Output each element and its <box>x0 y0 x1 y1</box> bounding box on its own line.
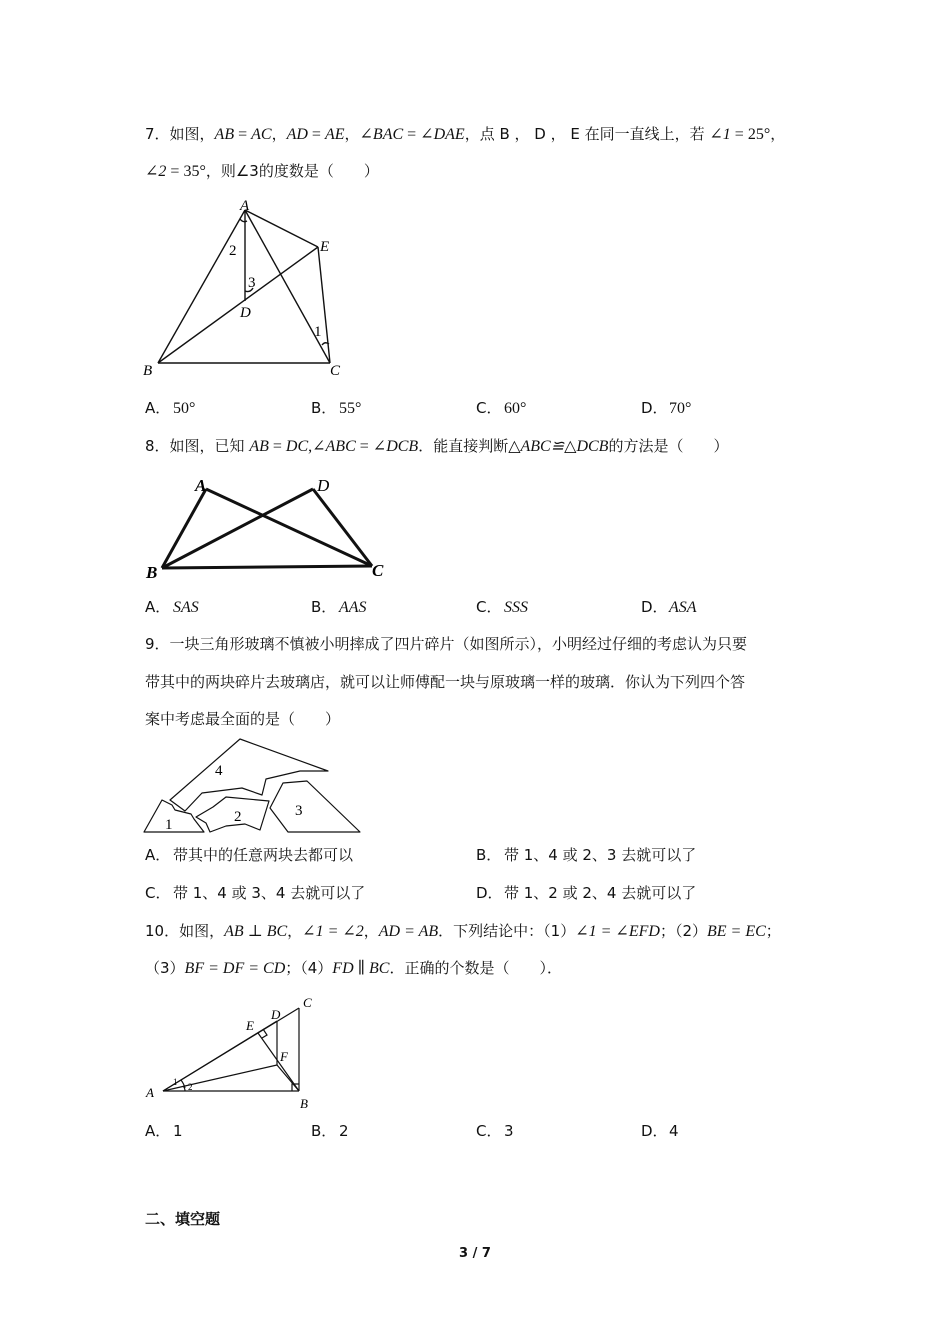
q7-label-3: 3 <box>248 275 256 291</box>
q10-label-d: D <box>271 1007 281 1022</box>
q7-arc-2 <box>240 219 247 222</box>
q8-seg-bc <box>162 566 372 568</box>
q7-label-b: B <box>143 363 153 379</box>
q10-label-c: C <box>303 995 312 1010</box>
q7-label-d: D <box>240 305 251 321</box>
q10-stem-line2: （3）BF = DF = CD；（4）FD ∥ BC．正确的个数是（ ）． <box>145 959 562 977</box>
q10-label-1: 1 <box>173 1077 178 1087</box>
q7-label-1: 1 <box>314 324 322 340</box>
q10-option-d[interactable]: D．4 <box>641 1122 679 1140</box>
q9-label-1: 1 <box>165 817 173 833</box>
q10-label-e: E <box>246 1018 254 1033</box>
q8-label-b: B <box>146 563 158 582</box>
q8-option-b[interactable]: B． AAS <box>311 598 367 616</box>
q10-seg-eb <box>258 1033 299 1091</box>
page-number: 3 / 7 <box>459 1246 491 1261</box>
q9-piece-2 <box>196 797 269 832</box>
q9-option-b[interactable]: B． 带 1、4 或 2、3 去就可以了 <box>476 846 697 864</box>
q8-stem-line1: 8．如图，已知 AB = DC,∠ABC = ∠DCB．能直接判断△ABC≌△DCB的方法是（ ） <box>145 437 729 455</box>
q7-figure <box>140 195 355 385</box>
q10-seg-ad-on-ac <box>163 1021 277 1091</box>
q10-label-b: B <box>300 1096 308 1111</box>
q9-label-2: 2 <box>234 809 242 825</box>
q9-label-4: 4 <box>215 763 223 779</box>
q7-label-c: C <box>330 363 341 379</box>
q7-option-b[interactable]: B． 55° <box>311 399 362 417</box>
q8-figure <box>143 473 388 583</box>
q7-option-c[interactable]: C． 60° <box>476 399 527 417</box>
q10-label-a: A <box>146 1085 154 1100</box>
q7-option-a[interactable]: A． 50° <box>145 399 196 417</box>
q10-option-a[interactable]: A． 1 <box>145 1122 183 1140</box>
q8-seg-dc <box>313 489 372 566</box>
q9-stem-line2: 带其中的两块碎片去玻璃店，就可以让师傅配一块与原玻璃一样的玻璃．你认为下列四个答 <box>145 673 746 691</box>
q9-piece-1 <box>144 800 204 832</box>
q7-stem-line2: ∠2 = 35°，则∠3的度数是（ ） <box>145 162 379 180</box>
q7-seg-ac <box>245 210 330 363</box>
q9-option-d[interactable]: D．带 1、2 或 2、4 去就可以了 <box>476 884 697 902</box>
q9-label-3: 3 <box>295 803 303 819</box>
q9-stem-line3: 案中考虑最全面的是（ ） <box>145 710 341 728</box>
q7-label-2: 2 <box>229 243 237 259</box>
q7-label-e: E <box>320 239 330 255</box>
q9-option-a[interactable]: A． 带其中的任意两块去都可以 <box>145 846 354 864</box>
q8-label-a: A <box>195 476 207 495</box>
q9-option-c[interactable]: C． 带 1、4 或 3、4 去就可以了 <box>145 884 366 902</box>
q7-seg-ab <box>158 210 245 363</box>
q9-stem-line1: 9．一块三角形玻璃不慎被小明摔成了四片碎片（如图所示），小明经过仔细的考虑认为只要 <box>145 635 748 653</box>
q7-option-d[interactable]: D．70° <box>641 399 692 417</box>
q7-label-a: A <box>240 198 250 214</box>
q10-label-f: F <box>280 1049 288 1064</box>
q8-option-d[interactable]: D．ASA <box>641 598 697 616</box>
section-heading: 二、填空题 <box>145 1210 221 1228</box>
q8-label-c: C <box>372 561 384 580</box>
q8-option-a[interactable]: A． SAS <box>145 598 199 616</box>
q8-option-c[interactable]: C． SSS <box>476 598 528 616</box>
q10-option-b[interactable]: B． 2 <box>311 1122 349 1140</box>
q9-figure <box>140 735 365 835</box>
q10-option-c[interactable]: C． 3 <box>476 1122 514 1140</box>
q9-piece-4 <box>170 739 328 811</box>
q10-seg-fb <box>277 1065 299 1091</box>
q10-figure <box>143 993 323 1113</box>
q10-stem-line1: 10．如图，AB ⊥ BC，∠1 = ∠2，AD = AB．下列结论中：（1）∠1 = ∠EFD；（2）BE = EC； <box>145 922 781 940</box>
q10-seg-af <box>163 1065 277 1091</box>
q9-piece-3 <box>270 781 360 832</box>
q8-label-d: D <box>317 476 330 495</box>
q7-stem-line1: 7．如图，AB = AC，AD = AE，∠BAC = ∠DAE，点 B ， D ， E 在同一直线上，若 ∠1 = 25°， <box>145 125 786 143</box>
q7-seg-be <box>158 247 318 363</box>
q10-label-2: 2 <box>188 1082 193 1092</box>
